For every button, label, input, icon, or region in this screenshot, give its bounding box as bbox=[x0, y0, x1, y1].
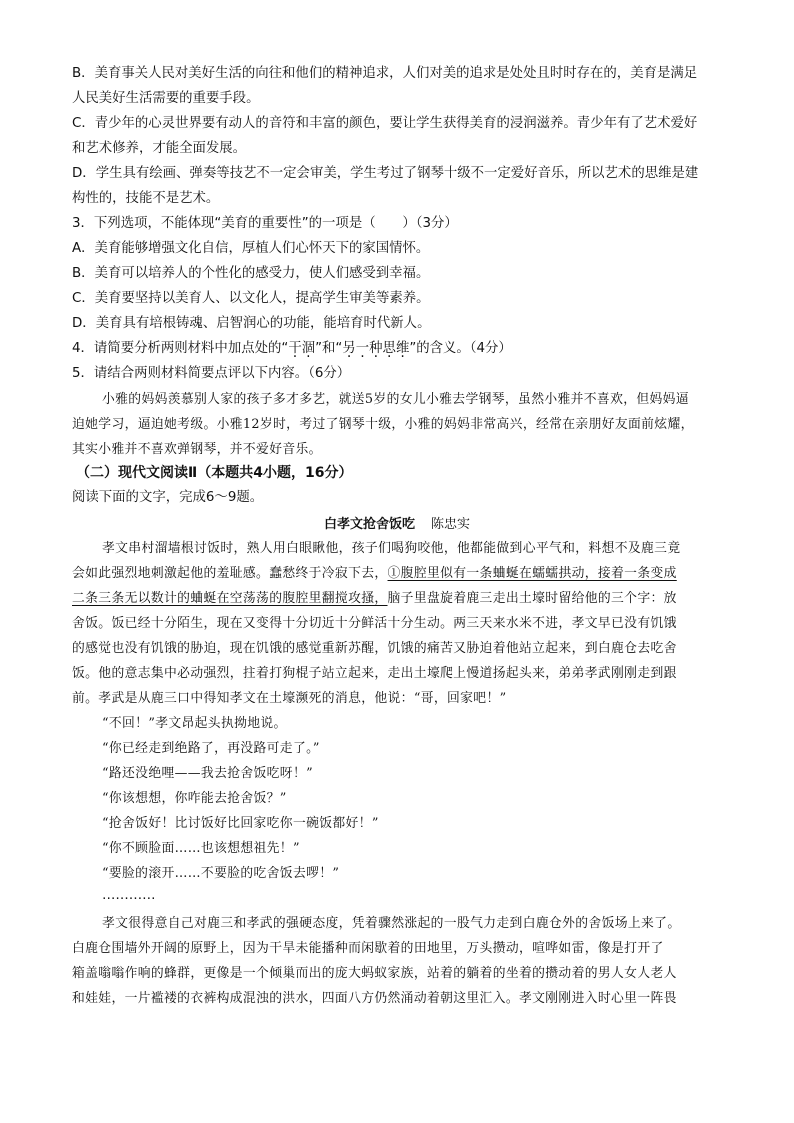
underlined-sentence-1: ①腹腔里似有一条蛐蜒在蠕蠕拱动，接着一条变成 bbox=[387, 566, 677, 581]
story-p1-line-7: 前。孝武是从鹿三口中得知孝文在土壕濒死的消息，他说：“哥，回家吧！” bbox=[72, 691, 507, 706]
story-p1-line-2 bbox=[72, 564, 677, 584]
emphasis-dot-char: 一 bbox=[355, 341, 370, 356]
emphasis-dot-char: 思 bbox=[382, 341, 396, 356]
dialogue-line-6: “你不顾脸面……也该想想祖先！” bbox=[102, 841, 300, 856]
option-b-line-1: B．美育事关人民对美好生活的向往和他们的精神追求，人们对美的追求是处处且时时存在的，美育是满足 bbox=[72, 66, 698, 81]
story-p1-line-4: 舍饭。饭已经十分陌生，现在又变得十分切近十分鲜活十分生动。两三天来水米不进，孝文早已没有饥饿 bbox=[72, 616, 677, 631]
story-p1-line-5: 的感觉也没有饥饿的胁迫，现在饥饿的感觉重新苏醒，饥饿的痛苦又胁迫着他站立起来，到白鹿仓去吃舍 bbox=[72, 641, 677, 656]
story-p1-line-3-text: 脑子里盘旋着鹿三走出土壕时留给他的三个字：放 bbox=[387, 591, 677, 606]
question-3-stem: 3．下列选项，不能体现“美育的重要性”的一项是（ ）（3分） bbox=[72, 216, 458, 231]
underlined-sentence-1-cont: 二条三条无以数计的蛐蜒在空荡荡的腹腔里翻搅攻搔， bbox=[72, 591, 388, 606]
story-p2-line-1: 孝文很得意自己对鹿三和孝武的强硬态度，凭着骤然涨起的一股气力走到白鹿仓外的舍饭场上来了。 bbox=[102, 916, 681, 931]
q5-passage-line-1: 小雅的妈妈羡慕别人家的孩子多才多艺，就送5岁的女儿小雅去学钢琴，虽然小雅并不喜欢，但妈妈逼 bbox=[102, 392, 689, 407]
option-c-line-2: 和艺术修养，才能全面发展。 bbox=[72, 141, 247, 156]
story-p1-line-2-text: 会如此强烈地刺激起他的羞耻感。蠢愁终于冷寂下去， bbox=[72, 566, 388, 581]
q4-text-post: ”的含义。（4分） bbox=[409, 341, 512, 356]
q3-option-a: A．美育能够增强文化自信，厚植人们心怀天下的家国情怀。 bbox=[72, 241, 430, 256]
q3-option-c: C．美育要坚持以美育人、以文化人，提高学生审美等素养。 bbox=[72, 291, 430, 306]
option-d-line-2: 构性的，技能不是艺术。 bbox=[72, 191, 220, 206]
emphasis-dot-char: 维 bbox=[395, 341, 410, 356]
option-b-line-2: 人民美好生活需要的重要手段。 bbox=[72, 91, 260, 106]
q5-passage-line-2: 迫她学习，逼迫她考级。小雅12岁时，考过了钢琴十级，小雅的妈妈非常高兴，经常在亲朋好友面前炫耀， bbox=[72, 417, 694, 432]
emphasis-dot-char: 干 bbox=[288, 341, 302, 356]
q4-text-mid: ”和“ bbox=[315, 341, 343, 356]
story-p1-line-6: 饭。他的意志集中必动强烈，拄着打狗棍子站立起来，走出土壕爬上慢道扬起头来，弟弟孝武刚刚走到跟 bbox=[72, 666, 677, 681]
q3-option-b: B．美育可以培养人的个性化的感受力，使人们感受到幸福。 bbox=[72, 266, 430, 281]
q4-text-pre: 4．请简要分析两则材料中加点处的“ bbox=[72, 341, 289, 356]
story-title-text: 白孝文抢舍饭吃 bbox=[323, 517, 415, 532]
emphasis-dot-char: 另 bbox=[342, 341, 356, 356]
dialogue-line-7: “要脸的滚开……不要脸的吃舍饭去啰！” bbox=[102, 866, 340, 881]
story-p2-line-3: 箱盖嗡嗡作响的蜂群，更像是一个倾巢而出的庞大蚂蚁家族，站着的躺着的坐着的攒动着的男人女人老人 bbox=[72, 966, 677, 981]
dialogue-line-4: “你该想想，你咋能去抢舍饭？” bbox=[102, 791, 287, 806]
option-d-line-1: D．学生具有绘画、弹奏等技艺不一定会审美，学生考过了钢琴十级不一定爱好音乐，所以艺术的思维是建 bbox=[72, 166, 699, 181]
q4-dotted-word-2 bbox=[342, 341, 409, 356]
story-author: 陈忠实 bbox=[431, 517, 471, 532]
story-p2-line-4: 和娃娃，一片褴褛的衣裤构成混浊的洪水，四面八方仍然涌动着朝这里汇入。孝文刚刚进入时心里一阵畏 bbox=[72, 991, 677, 1006]
emphasis-dot-char: 涸 bbox=[301, 341, 316, 356]
story-title bbox=[0, 513, 794, 532]
story-p1-line-1: 孝文串村溜墙根讨饭时，熟人用白眼瞅他，孩子们喝狗咬他，他都能做到心平气和，料想不及鹿三竟 bbox=[102, 541, 681, 556]
question-4 bbox=[72, 339, 512, 359]
q5-passage-line-3: 其实小雅并不喜欢弹钢琴，并不爱好音乐。 bbox=[72, 442, 322, 457]
story-p1-line-3 bbox=[72, 589, 677, 609]
ellipsis: ………… bbox=[102, 888, 156, 903]
option-c-line-1: C．青少年的心灵世界要有动人的音符和丰富的颜色，要让学生获得美育的浸润滋养。青少年有了艺术爱好 bbox=[72, 116, 698, 131]
q4-dotted-word-1 bbox=[288, 341, 315, 356]
emphasis-dot-char: 种 bbox=[369, 341, 383, 356]
q3-option-d: D．美育具有培根铸魂、启智润心的功能，能培育时代新人。 bbox=[72, 316, 431, 331]
dialogue-line-5: “抢舍饭好！比讨饭好比回家吃你一碗饭都好！” bbox=[102, 816, 379, 831]
story-p2-line-2: 白鹿仓围墙外开阔的原野上，因为干旱未能播种而闲歇着的田地里，万头攒动，喧哗如雷，像是打开了 bbox=[72, 941, 664, 956]
dialogue-line-2: “你已经走到绝路了，再没路可走了。” bbox=[102, 741, 320, 756]
reading-instruction: 阅读下面的文字，完成6～9题。 bbox=[72, 490, 264, 505]
dialogue-line-3: “路还没绝哩——我去抢舍饭吃呀！” bbox=[102, 766, 313, 781]
question-5: 5．请结合两则材料简要点评以下内容。（6分） bbox=[72, 366, 351, 381]
dialogue-line-1: “不回！”孝文昂起头执拗地说。 bbox=[102, 716, 287, 731]
section-heading: （二）现代文阅读Ⅱ（本题共4小题，16分） bbox=[76, 465, 353, 481]
